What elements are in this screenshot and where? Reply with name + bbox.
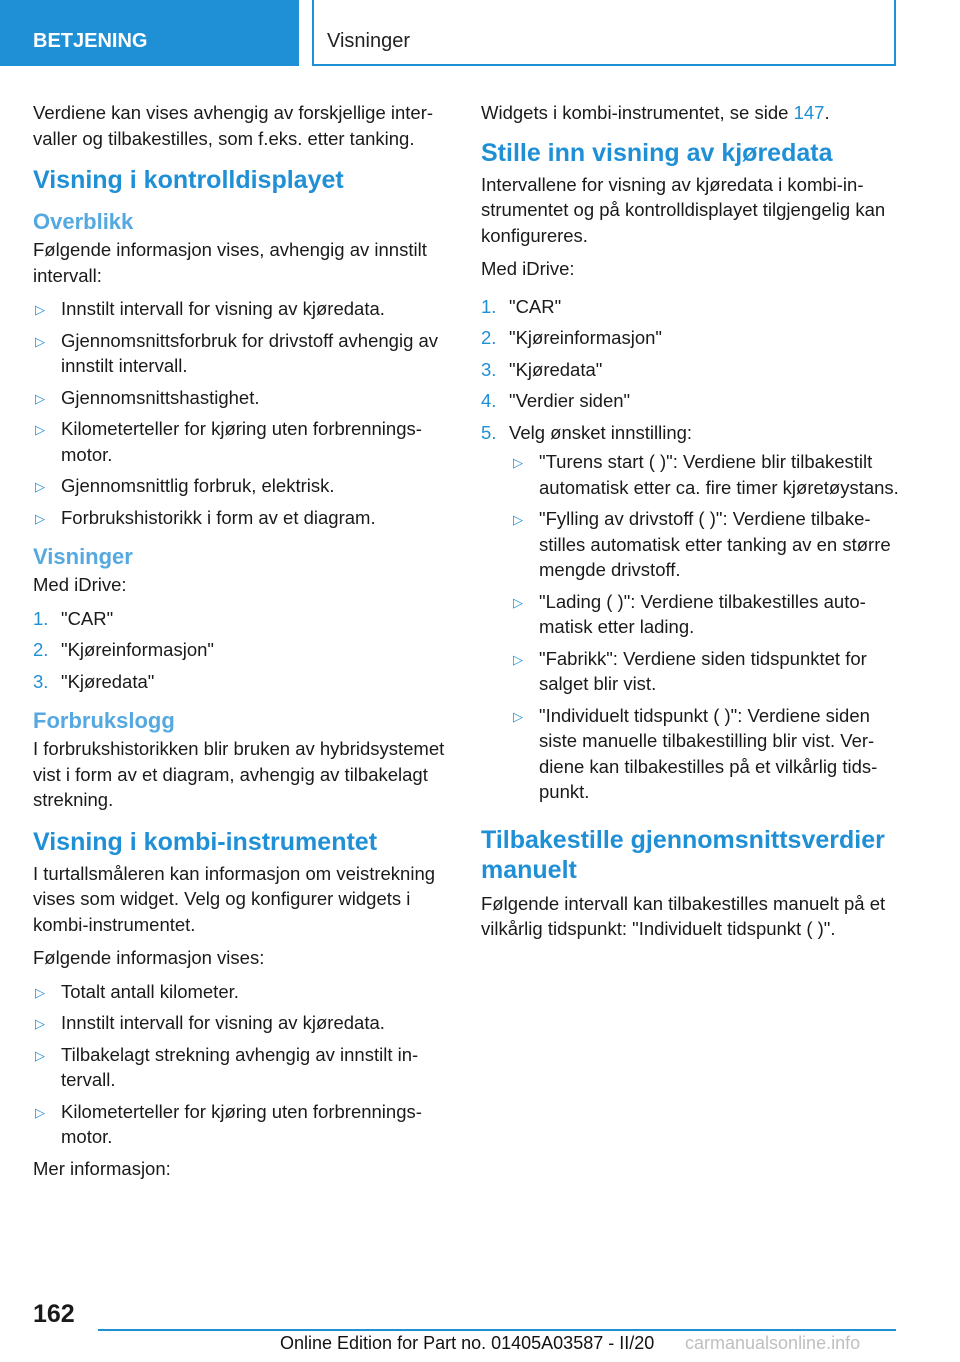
settings-steps [481, 294, 901, 805]
list-item: ▷ Kilometerteller for kjøring uten forbrenningsmotor. [35, 418, 422, 465]
step-item: 3. "Kjøredata" [33, 670, 155, 692]
kombi-paragraph: I turtallsmåleren kan informasjon om veistrekning vises som widget. Velg og konfigurer widgets i kombi-instrumentet. [33, 862, 436, 935]
step-item: 1. "CAR" [33, 607, 114, 629]
set-paragraph-2: Med iDrive: [481, 258, 575, 279]
step-item: 1. "CAR" [481, 295, 562, 317]
overview-list [33, 296, 447, 530]
views-paragraph: Med iDrive: [33, 574, 127, 595]
settings-options-list [509, 449, 901, 805]
heading-set-driving-data: Stille inn visning av kjøredata [481, 138, 833, 167]
bullet-triangle-icon: ▷ [35, 1047, 45, 1063]
section-tab: BETJENING [0, 0, 299, 66]
widgets-paragraph: Widgets i kombi-instrumentet, se side 147. [481, 102, 830, 123]
heading-views: Visninger [33, 544, 133, 569]
bullet-triangle-icon: ▷ [35, 984, 45, 1000]
list-item: ▷ Innstilt intervall for visning av kjøredata. [33, 1010, 447, 1036]
list-item: ▷ Kilometerteller for kjøring uten forbrenningsmotor. [35, 1100, 422, 1147]
more-info-label: Mer informasjon: [33, 1157, 171, 1179]
list-item: ▷ "Turens start ( )": Verdiene blir tilbakestilt automatisk etter ca. fire timer kjøretøystans. [513, 451, 899, 498]
list-item: ▷ "Fabrikk": Verdiene siden tidspunktet for salget blir vist. [513, 647, 867, 694]
list-item: ▷ Gjennomsnittsforbruk for drivstoff avhengig av innstilt intervall. [35, 329, 439, 376]
heading-consumption-log: Forbrukslogg [33, 708, 175, 733]
log-paragraph: I forbrukshistorikken blir bruken av hybridsystemet vist i form av et diagram, avhengig av tilbakelagt strekning. [33, 738, 445, 810]
step-item: 3. "Kjøredata" [481, 358, 603, 380]
step-item: 5. Velg ønsket innstilling: ▷ "Turens start ( )": Verdiene blir tilbakestilt automatisk etter ca. fire timer kjøretøystans. ▷ "Fylling av drivstoff ( )": Verdiene tilbakestilles automatisk etter tanking av en større mengde drivstoff. ▷ "Lading ( )": Verdiene tilbakestilles automatisk etter lading. ▷ "Fabrikk": Verdiene siden tidspunktet for salget blir vist. ▷ "Individuelt tidspunkt ( )": Verdiene siden siste manuelle tilbakestilling blir vist. Verdiene kan tilbakestilles på et vilkårlig tidspunkt. [481, 420, 901, 805]
list-item: ▷ Gjennomsnittlig forbruk, elektrisk. [33, 473, 447, 499]
step-item: 2. "Kjøreinformasjon" [33, 639, 214, 660]
reset-paragraph: Følgende intervall kan tilbakestilles manuelt på et vilkårlig tidspunkt: "Individuelt tidspunkt ( )". [481, 892, 886, 939]
page-header-title: Visninger [312, 0, 896, 66]
left-column [33, 100, 447, 1189]
footer-edition: Online Edition for Part no. 01405A03587 - II/20 [280, 1333, 655, 1353]
step-item: 2. "Kjøreinformasjon" [481, 327, 662, 348]
step-item: 4. "Verdier siden" [481, 390, 631, 411]
list-item: ▷ "Fylling av drivstoff ( )": Verdiene tilbakestilles automatisk etter tanking av en større mengde drivstoff. [513, 508, 891, 580]
page-reference-link[interactable]: 147 [793, 102, 825, 123]
list-item: ▷ Innstilt intervall for visning av kjøredata. [33, 296, 447, 322]
bullet-triangle-icon: ▷ [35, 510, 45, 526]
footer-watermark: carmanualsonline.info [685, 1333, 861, 1353]
bullet-triangle-icon: ▷ [35, 333, 45, 349]
overview-paragraph: Følgende informasjon vises, avhengig av innstilt intervall: [33, 239, 427, 286]
kombi-paragraph-2: Følgende informasjon vises: [33, 947, 265, 968]
bullet-triangle-icon: ▷ [35, 479, 45, 494]
bullet-triangle-icon: ▷ [35, 422, 45, 437]
heading-kombi-instrument: Visning i kombi-instrumentet [33, 827, 378, 856]
bullet-triangle-icon: ▷ [513, 512, 523, 527]
bullet-triangle-icon: ▷ [513, 651, 523, 667]
page-number: 162 [33, 1300, 75, 1328]
kombi-list [33, 979, 447, 1150]
bullet-triangle-icon: ▷ [513, 594, 523, 610]
footer-rule [98, 1329, 896, 1331]
list-item: ▷ Forbrukshistorikk i form av et diagram. [33, 505, 447, 531]
bullet-triangle-icon: ▷ [35, 1104, 45, 1120]
intro-paragraph: Verdiene kan vises avhengig av forskjellige intervaller og tilbakestilles, som f.eks. etter tanking. [33, 102, 434, 149]
views-steps [33, 606, 447, 695]
bullet-triangle-icon: ▷ [513, 455, 523, 470]
list-item: ▷ Totalt antall kilometer. [33, 979, 447, 1005]
list-item: ▷ "Lading ( )": Verdiene tilbakestilles automatisk etter lading. [513, 590, 866, 637]
list-item: ▷ Gjennomsnittshastighet. [33, 385, 447, 411]
bullet-triangle-icon: ▷ [513, 708, 523, 724]
right-column [481, 100, 901, 950]
bullet-triangle-icon: ▷ [35, 302, 45, 317]
bullet-triangle-icon: ▷ [35, 1016, 45, 1031]
heading-overview: Overblikk [33, 209, 134, 234]
list-item: ▷ "Individuelt tidspunkt ( )": Verdiene siden siste manuelle tilbakestilling blir vist. Verdiene kan tilbakestilles på et vilkårlig tidspunkt. [513, 704, 878, 802]
heading-control-display: Visning i kontrolldisplayet [33, 166, 344, 194]
bullet-triangle-icon: ▷ [35, 390, 45, 406]
list-item: ▷ Tilbakelagt strekning avhengig av innstilt intervall. [35, 1043, 419, 1090]
set-paragraph: Intervallene for visning av kjøredata i kombi-instrumentet og på kontrolldisplayet tilgjengelig kan konfigureres. [481, 173, 886, 246]
heading-reset-averages: Tilbakestille gjennomsnittsverdier manuelt [481, 825, 885, 884]
